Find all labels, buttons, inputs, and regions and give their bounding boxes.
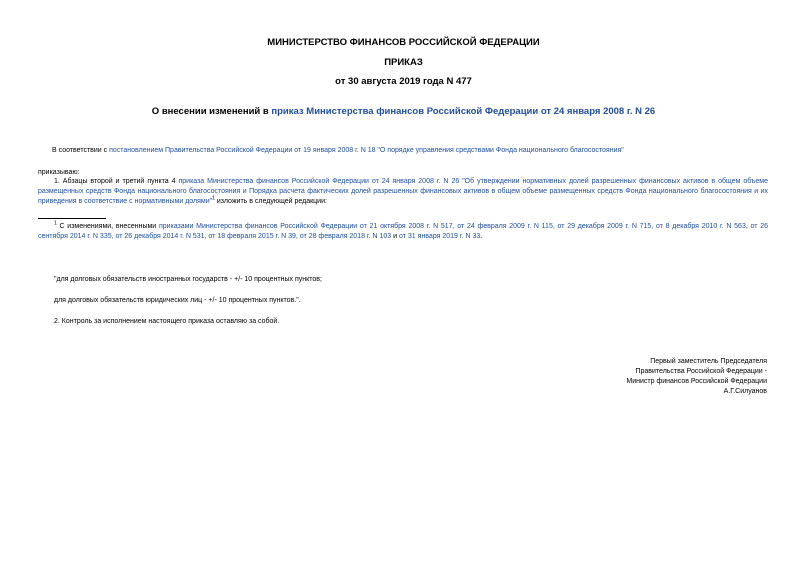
signatory-name: А.Г.Силуанов xyxy=(723,388,767,395)
document-title xyxy=(0,106,807,117)
resolution-link[interactable]: постановлением Правительства Российской Федерации от 19 января 2008 г. N 18 "О порядке управления средствами Фонда национального благосостояния" xyxy=(109,147,624,154)
preamble-prefix: В соответствии с xyxy=(52,147,110,154)
footnote-divider xyxy=(38,218,106,219)
order-26-link[interactable]: приказа Министерства финансов Российской Федерации от 24 января 2008 г. N 26 "Об утверждении нормативных долей разрешенных финансовых активов в общем объеме размещенных средств Фонда национального благосостояния и Порядка расчета фактических долей разрешенных финансовых активов в общем объеме размещенных средств Фонда национального благосостояния и их приведения в соответствие с нормативными долями" xyxy=(38,178,769,205)
doc-type-heading: ПРИКАЗ xyxy=(384,57,423,68)
ministry-heading: МИНИСТЕРСТВО ФИНАНСОВ РОССИЙСКОЙ ФЕДЕРАЦИИ xyxy=(267,37,540,48)
footnote-suffix: . xyxy=(480,233,483,240)
signature-block xyxy=(626,357,767,397)
clause-1 xyxy=(38,177,768,207)
quote-line-2: для долговых обязательств юридических лиц - +/- 10 процентных пунктов.". xyxy=(54,297,301,304)
footnote xyxy=(38,222,768,242)
clause-2: 2. Контроль за исполнением настоящего приказа оставляю за собой. xyxy=(54,318,280,325)
order-word: приказываю: xyxy=(38,169,80,176)
footnote-prefix: С изменениями, внесенными xyxy=(56,223,159,230)
footnote-ref[interactable]: 1 xyxy=(212,195,215,202)
amendment-2019-link[interactable]: от 31 января 2019 г. N 33 xyxy=(399,233,481,240)
title-prefix: О внесении изменений в xyxy=(151,106,272,117)
date-number-heading: от 30 августа 2019 года N 477 xyxy=(335,76,472,87)
footnote-middle: и xyxy=(391,233,400,240)
footnote-mark: 1 xyxy=(54,220,57,227)
quote-line-1: "для долговых обязательств иностранных государств - +/- 10 процентных пунктов; xyxy=(54,276,322,283)
title-order-link[interactable]: приказ Министерства финансов Российской Федерации от 24 января 2008 г. N 26 xyxy=(271,106,656,117)
signature-line-3: Министр финансов Российской Федерации xyxy=(626,378,767,385)
preamble xyxy=(52,146,772,156)
signature-line-1: Первый заместитель Председателя xyxy=(650,358,767,365)
amendments-link[interactable]: приказами Министерства финансов Российской Федерации от 21 октября 2008 г. N 517, от 24 февраля 2009 г. N 115, от 29 декабря 2009 г. N 715, от 8 декабря 2010 г. N 563, от 26 сентября 2014 г. N 335, от 26 декабря 2014 г. N 531, от 18 февраля 2015 г. N 39, от 28 февраля 2018 г. N 103 xyxy=(38,223,768,240)
clause-1-suffix: изложить в следующей редакции: xyxy=(214,198,327,205)
signature-line-2: Правительства Российской Федерации - xyxy=(635,368,767,375)
clause-1-prefix: 1. Абзацы второй и третий пункта 4 xyxy=(54,178,179,185)
